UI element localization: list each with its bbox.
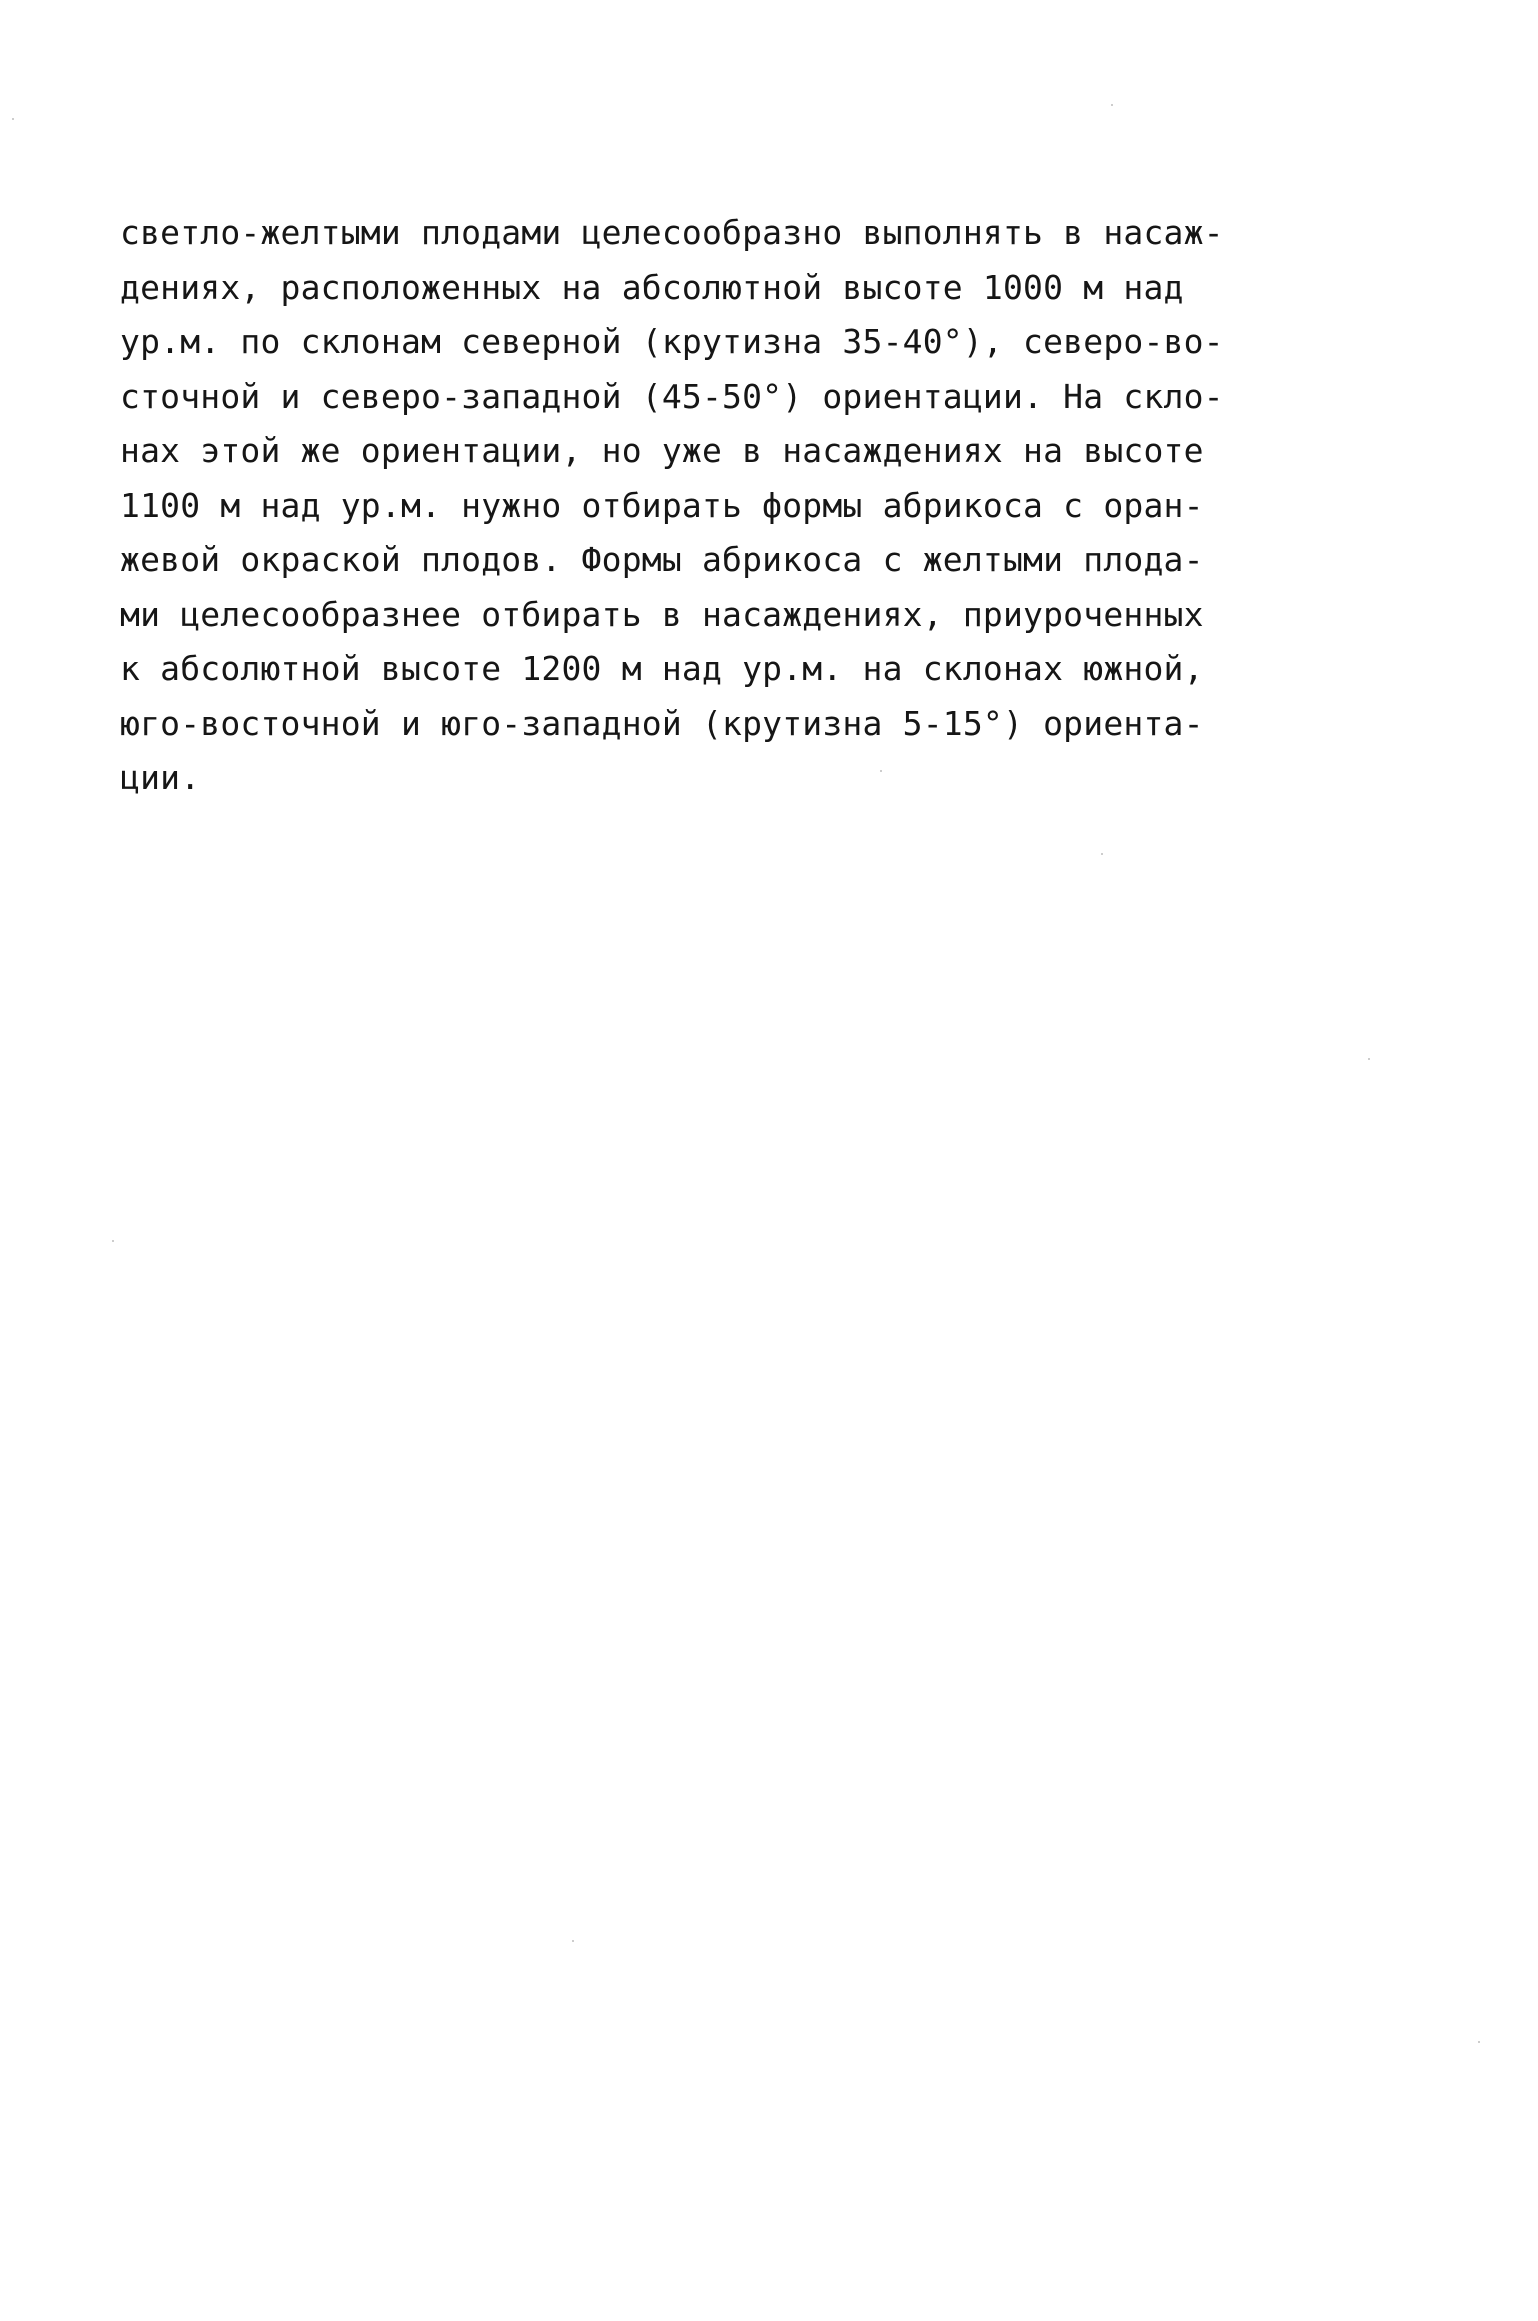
text-line: светло-желтыми плодами целесообразно выполнять в насаж-	[120, 213, 1224, 252]
text-line: к абсолютной высоте 1200 м над ур.м. на склонах южной,	[120, 649, 1204, 688]
text-line: юго-восточной и юго-западной (крутизна 5-15°) ориента-	[120, 703, 1204, 743]
text-line: сточной и северо-западной (45-50°) ориентации. На скло-	[120, 376, 1224, 416]
text-line: ур.м. по склонам северной (крутизна 35-40°), северо-во-	[120, 322, 1224, 361]
text-line: ции.	[120, 758, 201, 797]
text-line: жевой окраской плодов. Формы абрикоса с желтыми плода-	[120, 540, 1204, 579]
text-line: нах этой же ориентации, но уже в насаждениях на высоте	[120, 431, 1204, 470]
text-line: ми целесообразнее отбирать в насаждениях, приуроченных	[120, 594, 1204, 634]
text-line: дениях, расположенных на абсолютной высоте 1000 м над	[120, 267, 1184, 307]
text-line: 1100 м над ур.м. нужно отбирать формы абрикоса с оран-	[120, 485, 1204, 525]
body-text	[120, 206, 1440, 806]
